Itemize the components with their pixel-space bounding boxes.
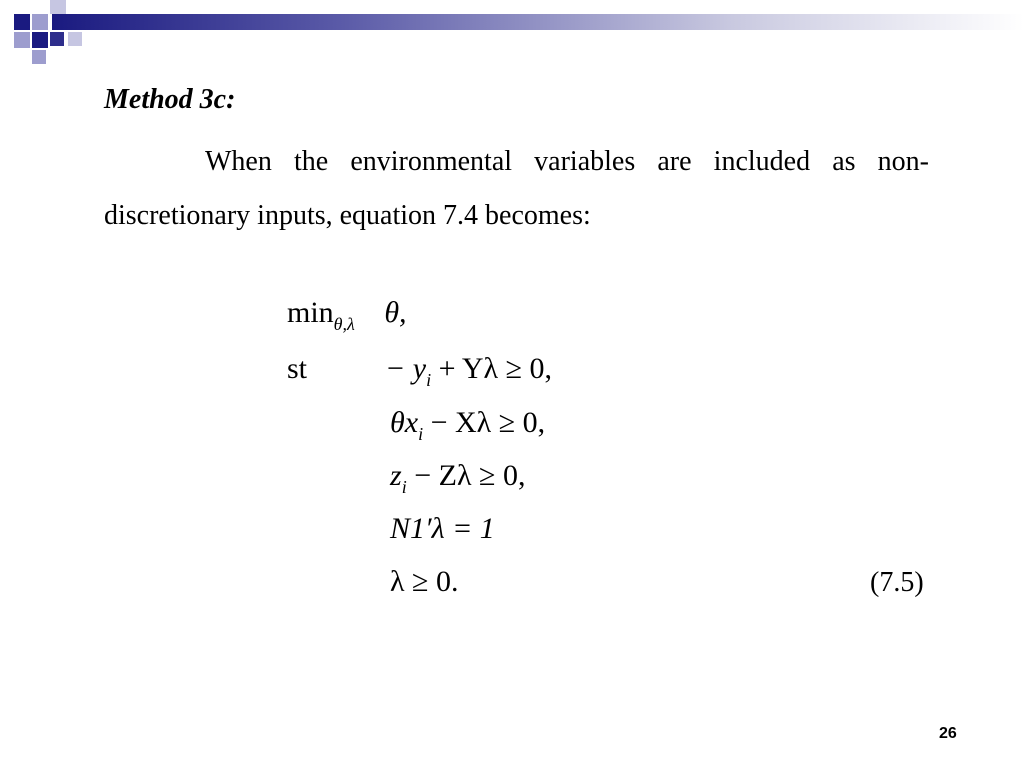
constraint-3-term: z bbox=[390, 459, 402, 492]
decor-square-navy bbox=[32, 32, 48, 48]
decor-square-lavender bbox=[68, 32, 82, 46]
page-number: 26 bbox=[939, 725, 957, 742]
decor-square-lavender bbox=[32, 50, 46, 64]
constraint-5: λ ≥ 0. bbox=[390, 565, 459, 598]
st-label: st bbox=[287, 352, 308, 385]
objective-line bbox=[287, 296, 407, 334]
decor-square-lavender bbox=[32, 14, 48, 30]
decor-square-lavender bbox=[14, 32, 30, 48]
decor-square-lavender bbox=[50, 0, 66, 14]
corner-decoration bbox=[0, 0, 1024, 80]
constraint-2-term: θx bbox=[390, 406, 419, 439]
min-subscript: θ,λ bbox=[333, 314, 355, 334]
constraint-2-rest: − Xλ ≥ 0, bbox=[423, 406, 546, 439]
constraint-2 bbox=[390, 406, 546, 444]
objective-expression: θ, bbox=[384, 296, 407, 329]
decor-square-navy bbox=[14, 14, 30, 30]
constraint-1-rest: + Yλ ≥ 0, bbox=[431, 352, 553, 385]
constraint-3-rest: − Zλ ≥ 0, bbox=[406, 459, 526, 492]
constraint-4: N1′λ = 1 bbox=[390, 512, 495, 545]
equation-number: (7.5) bbox=[870, 567, 924, 598]
decor-square-navy bbox=[50, 32, 64, 46]
constraint-3-sub: i bbox=[401, 477, 407, 497]
body-paragraph: When the environmental variables are included as non-discretionary inputs, equation 7.4 becomes: bbox=[104, 146, 929, 231]
slide-heading: Method 3c: bbox=[104, 84, 236, 115]
header-gradient-bar bbox=[52, 14, 1024, 30]
constraint-2-sub: i bbox=[418, 424, 424, 444]
constraint-3 bbox=[390, 459, 526, 497]
constraint-1-sub: i bbox=[426, 370, 432, 390]
constraint-1-term: − y bbox=[385, 352, 427, 385]
constraint-1 bbox=[385, 352, 553, 390]
min-operator: min bbox=[287, 296, 334, 329]
